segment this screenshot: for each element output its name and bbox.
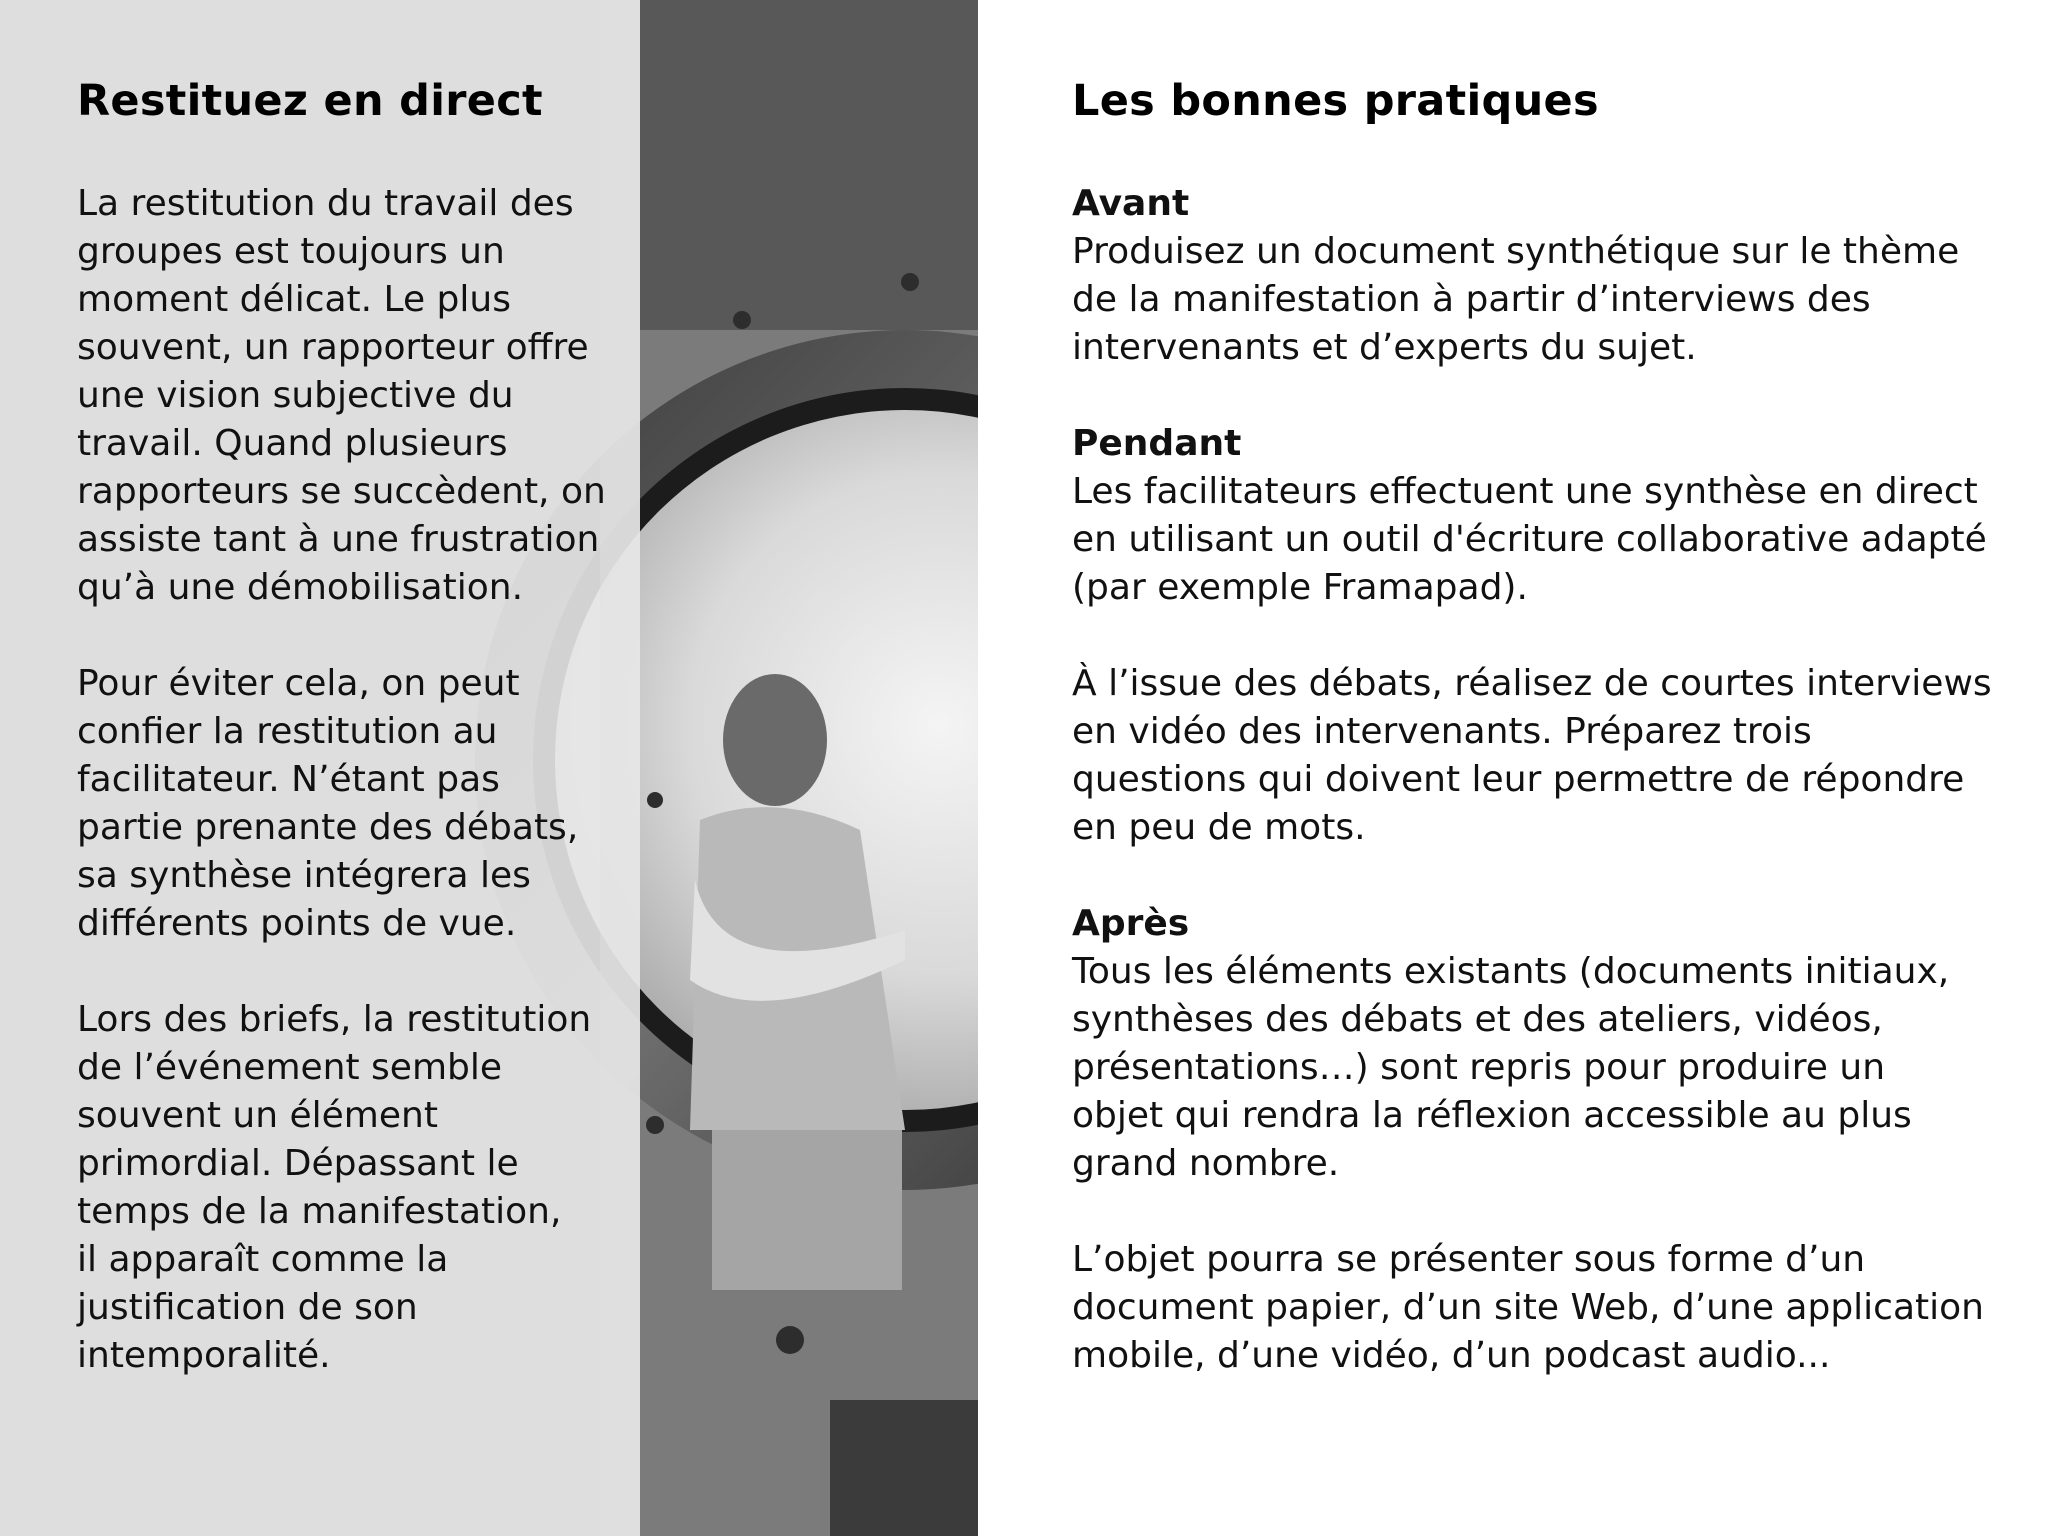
- text-line: sa synthèse intégrera les: [77, 855, 531, 896]
- text-line: intervenants et d’experts du sujet.: [1072, 327, 1697, 368]
- text-line: document papier, d’un site Web, d’une application: [1072, 1287, 1984, 1328]
- text-line: L’objet pourra se présenter sous forme d’un: [1072, 1239, 1866, 1280]
- text-line: en utilisant un outil d'écriture collaborative adapté: [1072, 519, 1987, 560]
- text-line: justification de son: [77, 1287, 418, 1328]
- text-line: La restitution du travail des: [77, 183, 574, 224]
- text-line: rapporteurs se succèdent, on: [77, 471, 606, 512]
- section-label-pendant: Pendant: [1072, 423, 1242, 464]
- right-section-title: Les bonnes pratiques: [1072, 76, 1599, 126]
- text-line: Lors des briefs, la restitution: [77, 999, 592, 1040]
- text-line: de l’événement semble: [77, 1047, 503, 1088]
- text-line: différents points de vue.: [77, 903, 517, 944]
- section-label-apres: Après: [1072, 903, 1190, 944]
- paragraph-facilitateur: [77, 660, 637, 948]
- text-line: Tous les éléments existants (documents initiaux,: [1072, 951, 1950, 992]
- left-body: [77, 180, 637, 1428]
- text-line: grand nombre.: [1072, 1143, 1340, 1184]
- text-line: intemporalité.: [77, 1335, 331, 1376]
- text-line: assiste tant à une frustration: [77, 519, 600, 560]
- text-line: Produisez un document synthétique sur le thème: [1072, 231, 1960, 272]
- text-line: qu’à une démobilisation.: [77, 567, 524, 608]
- text-line: présentations…) sont repris pour produire un: [1072, 1047, 1886, 1088]
- text-line: temps de la manifestation,: [77, 1191, 562, 1232]
- paragraph-briefs: [77, 996, 637, 1380]
- section-avant: [1072, 180, 2032, 372]
- text-line: questions qui doivent leur permettre de répondre: [1072, 759, 1965, 800]
- text-line: mobile, d’une vidéo, d’un podcast audio...: [1072, 1335, 1831, 1376]
- text-line: de la manifestation à partir d’interviews des: [1072, 279, 1871, 320]
- text-line: souvent un élément: [77, 1095, 438, 1136]
- text-line: il apparaît comme la: [77, 1239, 449, 1280]
- paragraph-restitution-delicate: [77, 180, 637, 612]
- text-line: (par exemple Framapad).: [1072, 567, 1528, 608]
- text-line: confier la restitution au: [77, 711, 498, 752]
- section-label-avant: Avant: [1072, 183, 1190, 224]
- text-line: en peu de mots.: [1072, 807, 1366, 848]
- text-line: synthèses des débats et des ateliers, vidéos,: [1072, 999, 1883, 1040]
- text-line: primordial. Dépassant le: [77, 1143, 519, 1184]
- text-line: Pour éviter cela, on peut: [77, 663, 520, 704]
- text-line: une vision subjective du: [77, 375, 514, 416]
- section-pendant: [1072, 420, 2032, 612]
- text-line: objet qui rendra la réflexion accessible au plus: [1072, 1095, 1912, 1136]
- paragraph-objet: [1072, 1236, 2032, 1380]
- section-apres: [1072, 900, 2032, 1188]
- paragraph-issue-debats: [1072, 660, 2032, 852]
- left-section-title: Restituez en direct: [77, 76, 543, 126]
- text-line: Les facilitateurs effectuent une synthèse en direct: [1072, 471, 1978, 512]
- right-body: [1072, 180, 2032, 1428]
- text-line: moment délicat. Le plus: [77, 279, 511, 320]
- text-line: facilitateur. N’étant pas: [77, 759, 500, 800]
- text-line: travail. Quand plusieurs: [77, 423, 508, 464]
- text-line: en vidéo des intervenants. Préparez trois: [1072, 711, 1812, 752]
- text-line: À l’issue des débats, réalisez de courtes interviews: [1072, 663, 1992, 704]
- text-line: partie prenante des débats,: [77, 807, 579, 848]
- text-line: groupes est toujours un: [77, 231, 505, 272]
- text-line: souvent, un rapporteur offre: [77, 327, 589, 368]
